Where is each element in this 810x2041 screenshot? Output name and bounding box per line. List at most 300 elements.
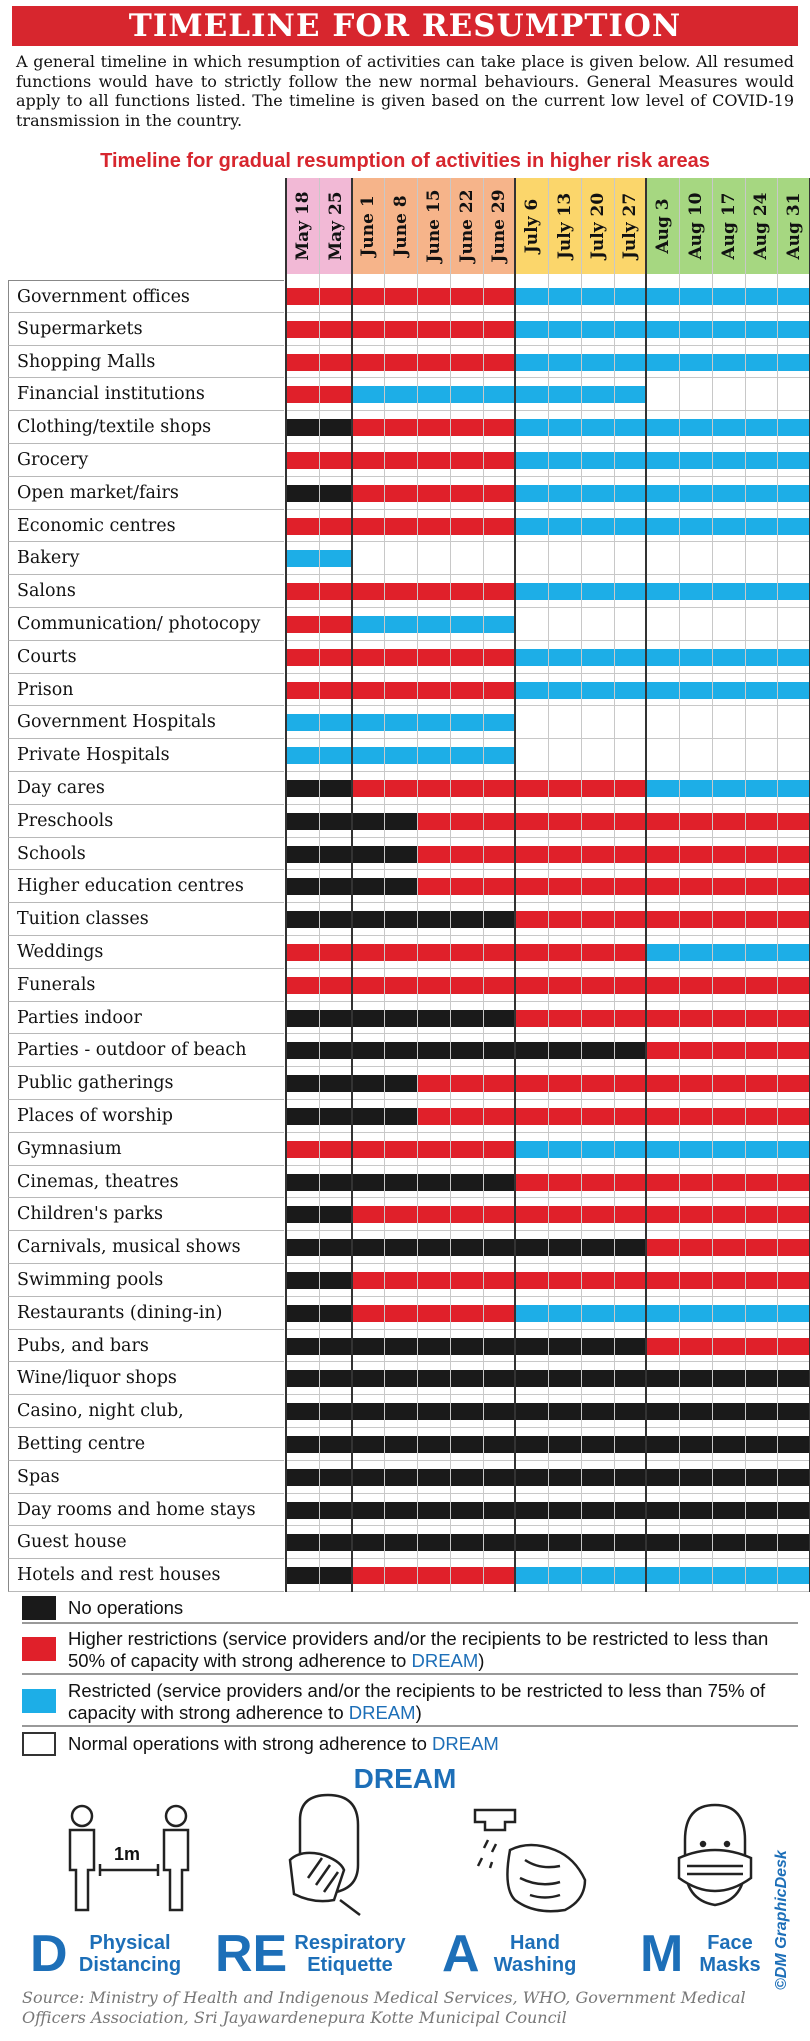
status-cell-red: [614, 870, 647, 903]
status-cell-red: [417, 280, 450, 313]
status-bar: [679, 354, 712, 371]
status-bar: [614, 1534, 647, 1551]
status-cell-red: [548, 1198, 581, 1231]
status-cell-black: [777, 1395, 810, 1428]
status-cell-blue: [352, 608, 385, 641]
status-bar: [483, 1338, 516, 1355]
status-bar: [646, 518, 679, 535]
status-cell-red: [679, 838, 712, 871]
status-cell-black: [352, 1034, 385, 1067]
status-bar: [286, 1141, 319, 1158]
status-bar: [319, 1338, 352, 1355]
status-bar: [777, 616, 810, 633]
status-cell-red: [384, 772, 417, 805]
status-cell-red: [581, 969, 614, 1002]
status-cell-black: [450, 1034, 483, 1067]
activity-label: Schools: [8, 838, 284, 871]
status-bar: [352, 1141, 385, 1158]
status-bar: [384, 386, 417, 403]
status-bar: [646, 288, 679, 305]
status-bar: [614, 1370, 647, 1387]
status-cell-red: [679, 1002, 712, 1035]
status-bar: [777, 1141, 810, 1158]
status-cell-black: [384, 903, 417, 936]
status-bar: [679, 1239, 712, 1256]
status-cell-red: [319, 641, 352, 674]
status-cell-blue: [352, 378, 385, 411]
activity-label: Carnivals, musical shows: [8, 1231, 284, 1264]
status-cell-black: [319, 1002, 352, 1035]
status-cell-red: [450, 969, 483, 1002]
status-bar: [745, 1502, 778, 1519]
status-bar: [614, 1141, 647, 1158]
status-cell-white: [515, 739, 548, 772]
status-bar: [384, 1534, 417, 1551]
close-paren: ): [478, 1650, 485, 1671]
status-bar: [286, 1075, 319, 1092]
status-bar: [679, 649, 712, 666]
status-cell-black: [286, 1395, 319, 1428]
status-bar: [319, 878, 352, 895]
status-bar: [286, 321, 319, 338]
status-bar: [646, 583, 679, 600]
activity-label: Children's parks: [8, 1198, 284, 1231]
status-cell-black: [286, 1034, 319, 1067]
status-cell-black: [712, 1395, 745, 1428]
status-bar: [679, 1534, 712, 1551]
activity-label: Casino, night club,: [8, 1395, 284, 1428]
activity-label: Government Hospitals: [8, 706, 284, 739]
status-cell-black: [352, 1002, 385, 1035]
status-cell-red: [417, 1297, 450, 1330]
status-bar: [581, 846, 614, 863]
status-cell-black: [483, 1330, 516, 1363]
status-cell-red: [745, 1034, 778, 1067]
status-cell-blue: [515, 280, 548, 313]
status-bar: [384, 747, 417, 764]
status-bar: [646, 1239, 679, 1256]
status-cell-red: [319, 346, 352, 379]
status-bar: [286, 780, 319, 797]
status-cell-red: [450, 1297, 483, 1330]
status-cell-black: [384, 838, 417, 871]
status-bar: [417, 1534, 450, 1551]
status-bar: [548, 1206, 581, 1223]
status-bar: [483, 550, 516, 567]
status-cell-red: [417, 1100, 450, 1133]
status-bar: [352, 682, 385, 699]
red-swatch: [22, 1637, 56, 1661]
status-bar: [352, 518, 385, 535]
status-bar: [450, 1075, 483, 1092]
status-cell-red: [286, 346, 319, 379]
status-cell-white: [646, 542, 679, 575]
status-bar: [548, 1174, 581, 1191]
status-cell-red: [745, 1002, 778, 1035]
status-cell-red: [286, 280, 319, 313]
status-bar: [614, 354, 647, 371]
status-cell-black: [646, 1526, 679, 1559]
status-cell-white: [679, 739, 712, 772]
status-bar: [384, 846, 417, 863]
status-cell-red: [515, 805, 548, 838]
status-bar: [581, 878, 614, 895]
status-cell-blue: [515, 313, 548, 346]
status-cell-blue: [777, 641, 810, 674]
activity-label: Weddings: [8, 936, 284, 969]
status-cell-blue: [646, 575, 679, 608]
status-cell-red: [679, 805, 712, 838]
status-cell-blue: [417, 739, 450, 772]
status-cell-black: [417, 1526, 450, 1559]
status-bar: [286, 1108, 319, 1125]
status-bar: [319, 780, 352, 797]
status-cell-blue: [646, 346, 679, 379]
status-bar: [581, 1141, 614, 1158]
status-cell-red: [777, 1166, 810, 1199]
status-cell-red: [483, 838, 516, 871]
status-bar: [450, 321, 483, 338]
status-bar: [286, 1436, 319, 1453]
status-cell-blue: [548, 477, 581, 510]
status-bar: [352, 1010, 385, 1027]
status-cell-red: [712, 805, 745, 838]
status-bar: [319, 1436, 352, 1453]
status-cell-red: [483, 313, 516, 346]
status-bar: [548, 846, 581, 863]
status-bar: [417, 1436, 450, 1453]
status-cell-blue: [515, 346, 548, 379]
status-cell-black: [646, 1428, 679, 1461]
status-bar: [450, 1436, 483, 1453]
status-bar: [515, 419, 548, 436]
status-cell-black: [450, 1330, 483, 1363]
status-bar: [745, 518, 778, 535]
status-cell-red: [483, 280, 516, 313]
status-cell-red: [745, 903, 778, 936]
status-cell-black: [777, 1494, 810, 1527]
status-cell-blue: [745, 936, 778, 969]
status-cell-black: [712, 1461, 745, 1494]
status-cell-red: [384, 411, 417, 444]
status-bar: [417, 944, 450, 961]
status-bar: [515, 518, 548, 535]
status-bar: [777, 1305, 810, 1322]
status-bar: [384, 977, 417, 994]
status-bar: [646, 1403, 679, 1420]
status-bar: [679, 1436, 712, 1453]
status-cell-red: [450, 411, 483, 444]
status-bar: [384, 780, 417, 797]
activity-label: Swimming pools: [8, 1264, 284, 1297]
status-cell-red: [581, 1100, 614, 1133]
status-bar: [581, 1108, 614, 1125]
status-cell-white: [384, 542, 417, 575]
status-bar: [581, 583, 614, 600]
status-cell-blue: [384, 378, 417, 411]
status-bar: [319, 714, 352, 731]
status-cell-blue: [581, 641, 614, 674]
status-bar: [745, 288, 778, 305]
column-divider: [712, 178, 713, 1592]
column-divider: [777, 178, 778, 1592]
status-cell-white: [745, 542, 778, 575]
status-cell-black: [286, 870, 319, 903]
status-bar: [417, 452, 450, 469]
status-bar: [384, 1239, 417, 1256]
status-cell-white: [417, 542, 450, 575]
status-bar: [581, 1206, 614, 1223]
status-cell-red: [384, 313, 417, 346]
status-bar: [548, 518, 581, 535]
status-bar: [417, 1567, 450, 1584]
status-bar: [483, 1567, 516, 1584]
status-cell-blue: [614, 444, 647, 477]
status-bar: [515, 1272, 548, 1289]
status-bar: [483, 1370, 516, 1387]
status-bar: [483, 1502, 516, 1519]
status-bar: [515, 747, 548, 764]
status-bar: [483, 386, 516, 403]
status-bar: [646, 452, 679, 469]
status-cell-blue: [450, 608, 483, 641]
status-cell-black: [319, 1526, 352, 1559]
title-banner: TIMELINE FOR RESUMPTION: [12, 6, 798, 46]
status-bar: [384, 419, 417, 436]
status-cell-red: [515, 1067, 548, 1100]
status-bar: [614, 944, 647, 961]
status-cell-red: [614, 805, 647, 838]
status-bar: [745, 911, 778, 928]
status-cell-red: [679, 1330, 712, 1363]
status-cell-red: [417, 1559, 450, 1592]
dream-text-line: Distancing: [78, 1954, 182, 1976]
status-bar: [712, 1141, 745, 1158]
status-bar: [614, 1239, 647, 1256]
status-bar: [614, 714, 647, 731]
status-bar: [384, 1469, 417, 1486]
status-bar: [450, 288, 483, 305]
status-bar: [581, 419, 614, 436]
status-cell-red: [712, 903, 745, 936]
status-cell-black: [319, 1231, 352, 1264]
status-cell-black: [352, 1461, 385, 1494]
status-bar: [352, 1567, 385, 1584]
status-cell-red: [679, 1034, 712, 1067]
status-bar: [777, 977, 810, 994]
status-bar: [712, 1403, 745, 1420]
column-divider: [285, 178, 287, 1592]
status-cell-black: [745, 1362, 778, 1395]
status-cell-black: [352, 1395, 385, 1428]
status-cell-blue: [515, 510, 548, 543]
status-bar: [679, 911, 712, 928]
status-cell-blue: [679, 1559, 712, 1592]
status-bar: [712, 944, 745, 961]
status-cell-blue: [679, 1297, 712, 1330]
status-cell-red: [777, 1002, 810, 1035]
status-cell-blue: [745, 346, 778, 379]
status-cell-blue: [745, 1133, 778, 1166]
status-cell-black: [384, 870, 417, 903]
status-cell-blue: [777, 411, 810, 444]
status-bar: [515, 550, 548, 567]
dream-ref: DREAM: [432, 1733, 499, 1754]
status-bar: [450, 682, 483, 699]
status-cell-red: [450, 1133, 483, 1166]
status-cell-black: [319, 477, 352, 510]
status-cell-red: [614, 903, 647, 936]
status-bar: [745, 878, 778, 895]
status-cell-red: [548, 969, 581, 1002]
status-cell-black: [286, 1264, 319, 1297]
status-cell-black: [581, 1395, 614, 1428]
status-bar: [614, 1010, 647, 1027]
status-cell-black: [352, 1362, 385, 1395]
status-bar: [483, 649, 516, 666]
status-cell-red: [352, 346, 385, 379]
status-cell-blue: [777, 772, 810, 805]
week-header: [515, 178, 548, 274]
status-cell-black: [319, 1494, 352, 1527]
status-bar: [548, 1239, 581, 1256]
status-bar: [712, 1436, 745, 1453]
status-cell-black: [319, 805, 352, 838]
status-cell-black: [417, 1461, 450, 1494]
status-bar: [548, 419, 581, 436]
week-label: June 15: [423, 189, 444, 263]
status-cell-black: [384, 1034, 417, 1067]
status-bar: [745, 583, 778, 600]
status-cell-red: [352, 510, 385, 543]
status-bar: [712, 1042, 745, 1059]
status-bar: [712, 354, 745, 371]
status-bar: [745, 1010, 778, 1027]
dream-text-line: Respiratory: [294, 1932, 406, 1954]
status-cell-blue: [384, 706, 417, 739]
status-bar: [581, 518, 614, 535]
status-cell-black: [548, 1034, 581, 1067]
dream-text-line: Hand: [510, 1932, 560, 1954]
status-cell-red: [679, 1067, 712, 1100]
status-cell-red: [745, 1198, 778, 1231]
status-cell-red: [646, 903, 679, 936]
status-cell-blue: [548, 444, 581, 477]
status-cell-blue: [745, 641, 778, 674]
status-bar: [417, 747, 450, 764]
status-cell-blue: [777, 280, 810, 313]
status-cell-red: [646, 805, 679, 838]
status-cell-red: [286, 608, 319, 641]
status-cell-black: [614, 1428, 647, 1461]
status-cell-red: [384, 444, 417, 477]
status-cell-red: [515, 969, 548, 1002]
status-bar: [384, 452, 417, 469]
status-bar: [515, 354, 548, 371]
status-cell-blue: [515, 1297, 548, 1330]
status-cell-blue: [483, 706, 516, 739]
status-bar: [286, 649, 319, 666]
status-bar: [352, 321, 385, 338]
status-cell-blue: [679, 772, 712, 805]
week-header: [384, 178, 417, 274]
status-bar: [352, 878, 385, 895]
status-cell-red: [450, 641, 483, 674]
status-bar: [646, 1534, 679, 1551]
status-bar: [450, 1534, 483, 1551]
status-bar: [515, 1305, 548, 1322]
status-cell-blue: [712, 1133, 745, 1166]
status-bar: [319, 1567, 352, 1584]
status-bar: [384, 1305, 417, 1322]
status-cell-black: [384, 1100, 417, 1133]
status-bar: [614, 911, 647, 928]
status-bar: [581, 747, 614, 764]
status-cell-red: [417, 1067, 450, 1100]
status-cell-red: [581, 772, 614, 805]
status-cell-blue: [286, 542, 319, 575]
status-cell-black: [417, 1002, 450, 1035]
status-cell-red: [646, 1100, 679, 1133]
status-bar: [483, 682, 516, 699]
status-bar: [483, 1469, 516, 1486]
status-bar: [581, 550, 614, 567]
status-bar: [352, 1305, 385, 1322]
status-cell-blue: [548, 510, 581, 543]
status-bar: [417, 1272, 450, 1289]
status-bar: [581, 1174, 614, 1191]
status-bar: [548, 1010, 581, 1027]
status-cell-red: [450, 280, 483, 313]
status-bar: [352, 1338, 385, 1355]
status-bar: [777, 1403, 810, 1420]
dream-ref: DREAM: [411, 1650, 479, 1671]
activity-label: Betting centre: [8, 1428, 284, 1461]
status-bar: [417, 714, 450, 731]
status-bar: [384, 1141, 417, 1158]
status-cell-red: [614, 1100, 647, 1133]
status-cell-red: [679, 903, 712, 936]
status-bar: [646, 1370, 679, 1387]
status-cell-red: [712, 870, 745, 903]
status-cell-red: [319, 575, 352, 608]
activity-label: Private Hospitals: [8, 739, 284, 772]
status-cell-red: [614, 1002, 647, 1035]
status-bar: [712, 846, 745, 863]
status-bar: [352, 944, 385, 961]
status-cell-blue: [515, 641, 548, 674]
status-bar: [286, 846, 319, 863]
status-bar: [679, 813, 712, 830]
status-cell-red: [548, 772, 581, 805]
status-cell-black: [483, 1494, 516, 1527]
status-bar: [319, 321, 352, 338]
week-header: [712, 178, 745, 274]
status-cell-red: [515, 838, 548, 871]
status-bar: [417, 1502, 450, 1519]
status-bar: [548, 1338, 581, 1355]
status-cell-red: [548, 870, 581, 903]
status-bar: [450, 911, 483, 928]
status-cell-blue: [679, 411, 712, 444]
status-cell-black: [679, 1526, 712, 1559]
status-cell-blue: [483, 608, 516, 641]
status-bar: [581, 1338, 614, 1355]
status-cell-red: [384, 936, 417, 969]
status-cell-blue: [712, 477, 745, 510]
status-bar: [286, 616, 319, 633]
status-cell-red: [548, 936, 581, 969]
